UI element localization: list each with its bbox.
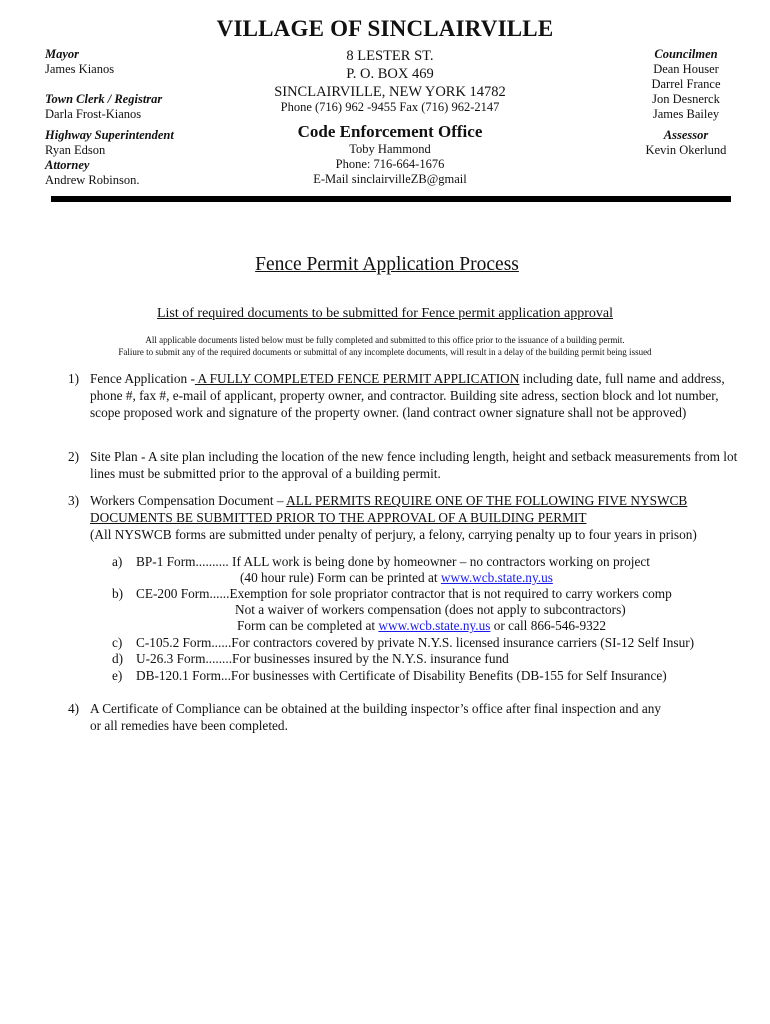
name-mayor: James Kianos bbox=[45, 62, 115, 76]
wcb-link[interactable]: www.wcb.state.ny.us bbox=[378, 618, 491, 634]
item3-underlined: ALL PERMITS REQUIRE ONE OF THE FOLLOWING FIVE NYSWCB DOCUMENTS BE SUBMITTED PRIOR TO THE APPROVAL OF A BUILDING PERMIT bbox=[90, 493, 688, 525]
item-number: 2) bbox=[68, 449, 80, 464]
officials-right bbox=[626, 47, 746, 158]
header-divider bbox=[51, 196, 731, 202]
name-assessor: Kevin Okerlund bbox=[645, 143, 727, 157]
item-number: 4) bbox=[68, 701, 80, 716]
item-fence-application bbox=[68, 370, 738, 421]
phone-fax: Phone (716) 962 -9455 Fax (716) 962-2147 bbox=[280, 100, 500, 114]
subitem-u263 bbox=[112, 651, 732, 667]
role-attorney: Attorney bbox=[45, 158, 90, 172]
bp1-line1: BP-1 Form.......... If ALL work is being done by homeowner – no contractors working on project bbox=[136, 554, 650, 569]
village-title: VILLAGE OF SINCLAIRVILLE bbox=[216, 16, 554, 41]
name-councilman-1: Dean Houser bbox=[653, 62, 719, 76]
subitem-label: a) bbox=[112, 554, 123, 569]
item1-underlined: A FULLY COMPLETED FENCE PERMIT APPLICATION bbox=[194, 371, 520, 386]
ce200-line1: CE-200 Form......Exemption for sole propriator contractor that is not required to carry workers comp bbox=[136, 586, 672, 601]
item-number: 1) bbox=[68, 371, 80, 386]
subitem-label: c) bbox=[112, 635, 123, 650]
role-councilmen: Councilmen bbox=[654, 47, 718, 61]
subitem-label: e) bbox=[112, 668, 123, 683]
name-councilman-3: Jon Desnerck bbox=[652, 92, 720, 106]
subitem-label: d) bbox=[112, 651, 124, 666]
address-street: 8 LESTER ST. bbox=[346, 48, 434, 64]
ce200-line2: Not a waiver of workers compensation (does not apply to subcontractors) bbox=[235, 602, 626, 618]
office-contact bbox=[240, 142, 540, 187]
subitem-c1052 bbox=[112, 635, 732, 651]
db1201-text: DB-120.1 Form...For businesses with Certificate of Disability Benefits (DB-155 for Self Insurance) bbox=[136, 668, 667, 683]
role-highway-superintendent: Highway Superintendent bbox=[45, 128, 174, 142]
office-contact-name: Toby Hammond bbox=[349, 142, 431, 156]
officials-left bbox=[45, 47, 245, 188]
village-address bbox=[240, 47, 540, 101]
u263-text: U-26.3 Form........For businesses insured by the N.Y.S. insurance fund bbox=[136, 651, 509, 666]
item-certificate-compliance bbox=[68, 700, 668, 734]
item4-text: A Certificate of Compliance can be obtained at the building inspector’s office after final inspection and any or all remedies have been completed. bbox=[90, 701, 662, 733]
subitem-bp1 bbox=[112, 554, 732, 586]
note-line-1: All applicable documents listed below must be fully completed and submitted to this office prior to the issuance of a building permit. bbox=[145, 335, 625, 345]
address-city: SINCLAIRVILLE, NEW YORK 14782 bbox=[274, 84, 506, 100]
ce200-line3-pre: Form can be completed at bbox=[237, 618, 379, 634]
name-councilman-2: Darrel France bbox=[651, 77, 721, 91]
role-mayor: Mayor bbox=[45, 47, 80, 61]
office-contact-email: E-Mail sinclairvilleZB@gmail bbox=[313, 172, 467, 186]
item3-note: (All NYSWCB forms are submitted under penalty of perjury, a felony, carrying penalty up to four years in prison) bbox=[90, 527, 697, 542]
name-highway-superintendent: Ryan Edson bbox=[45, 143, 106, 157]
item-workers-comp bbox=[68, 492, 738, 543]
bp1-line2: (40 hour rule) Form can be printed at bbox=[240, 570, 441, 586]
office-contact-phone: Phone: 716-664-1676 bbox=[335, 157, 445, 171]
name-attorney: Andrew Robinson. bbox=[45, 173, 140, 187]
ce200-line3-post: or call 866-546-9322 bbox=[490, 618, 607, 634]
wcb-link[interactable]: www.wcb.state.ny.us bbox=[440, 570, 553, 586]
address-po-box: P. O. BOX 469 bbox=[346, 66, 434, 82]
c1052-text: C-105.2 Form......For contractors covered by private N.Y.S. licensed insurance carriers (SI-12 Self Insur) bbox=[136, 635, 695, 650]
item-site-plan bbox=[68, 448, 738, 482]
item1-lead: Fence Application - bbox=[90, 371, 195, 386]
document-title: Fence Permit Application Process bbox=[255, 254, 519, 275]
item3-lead: Workers Compensation Document – bbox=[90, 493, 287, 508]
subitem-label: b) bbox=[112, 586, 124, 601]
role-town-clerk: Town Clerk / Registrar bbox=[45, 92, 163, 106]
subitem-ce200 bbox=[112, 586, 732, 635]
name-town-clerk: Darla Frost-Kianos bbox=[45, 107, 142, 121]
item-number: 3) bbox=[68, 493, 80, 508]
office-title: Code Enforcement Office bbox=[297, 122, 483, 141]
document-subtitle: List of required documents to be submitted for Fence permit application approval bbox=[156, 306, 614, 321]
role-assessor: Assessor bbox=[663, 128, 709, 142]
name-councilman-4: James Bailey bbox=[652, 107, 720, 121]
item2-text: Site Plan - A site plan including the location of the new fence including length, height and setback measurements from lot lines must be submitted prior to the approval of a building permit. bbox=[90, 449, 738, 481]
note-line-2: Faliure to submit any of the required documents or submittal of any incomplete documents, will result in a delay of the building permit being issued bbox=[118, 347, 652, 357]
subitem-db1201 bbox=[112, 668, 732, 684]
item1-rest: including date, full name and address, phone #, fax #, e-mail of applicant, property owner, and contractor. Building site adress, section block and lot number, scope proposed work and signature of the property owner. (land contract owner signature shall not be approved) bbox=[90, 371, 725, 420]
